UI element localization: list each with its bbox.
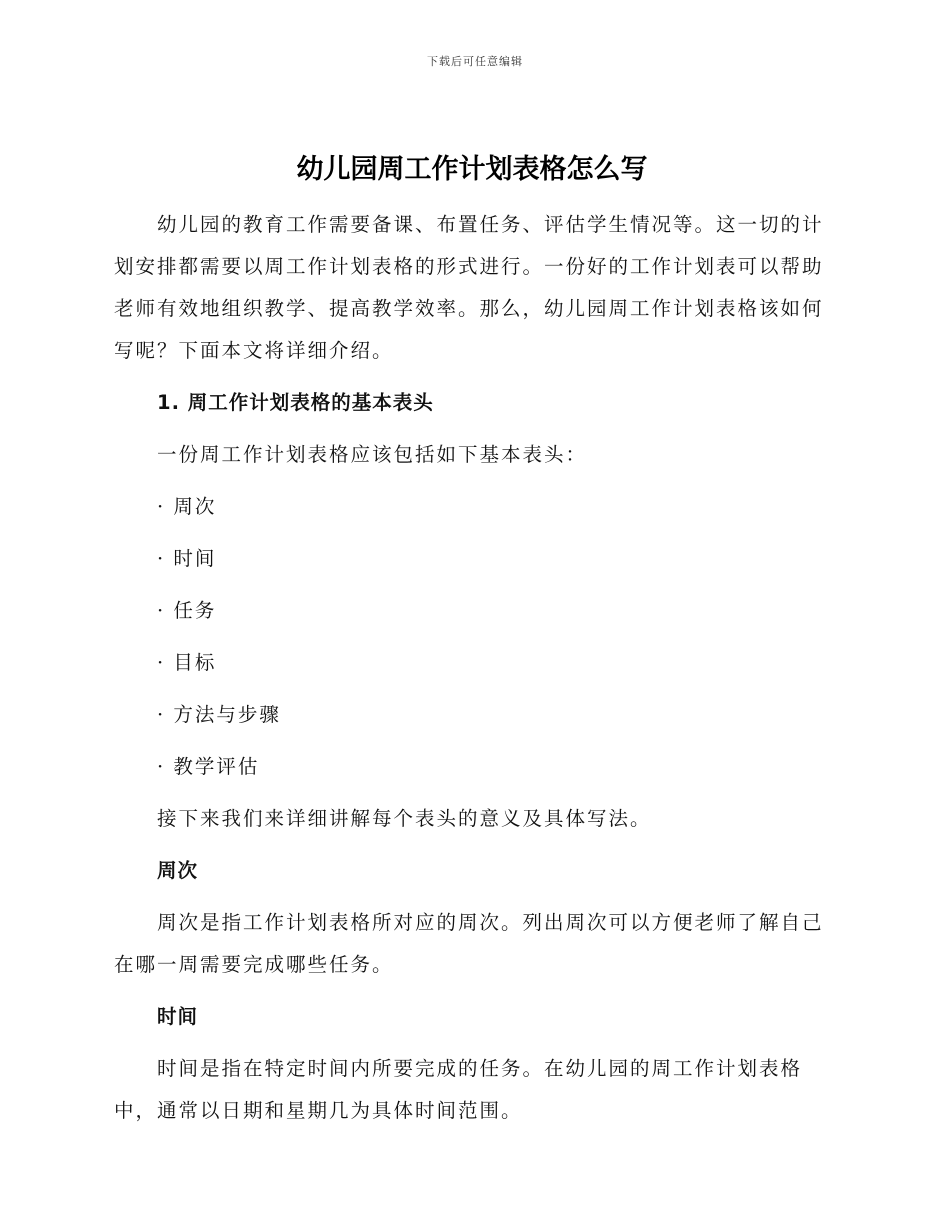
section-lead-paragraph: 一份周工作计划表格应该包括如下基本表头： <box>157 443 588 466</box>
bullet-item-time: · 时间 <box>157 547 217 570</box>
subheading-time: 时间 <box>157 1005 199 1028</box>
time-body-paragraph: 时间是指在特定时间内所要完成的任务。在幼儿园的周工作计划表格中，通常以日期和星期几为具体时间范围。 <box>114 1057 803 1122</box>
bullet-item-week: · 周次 <box>157 495 217 518</box>
week-body-paragraph: 周次是指工作计划表格所对应的周次。列出周次可以方便老师了解自己在哪一周需要完成哪些任务。 <box>114 911 824 976</box>
page-header-note: 下载后可任意编辑 <box>427 55 523 68</box>
transition-paragraph: 接下来我们来详细讲解每个表头的意义及具体写法。 <box>157 807 652 830</box>
bullet-item-evaluation: · 教学评估 <box>157 755 260 778</box>
intro-paragraph: 幼儿园的教育工作需要备课、布置任务、评估学生情况等。这一切的计划安排都需要以周工作计划表格的形式进行。一份好的工作计划表可以帮助老师有效地组织教学、提高教学效率。那么，幼儿园周工作计划表格该如何写呢？下面本文将详细介绍。 <box>114 213 824 362</box>
bullet-item-goal: · 目标 <box>157 651 217 674</box>
bullet-item-task: · 任务 <box>157 599 217 622</box>
bullet-item-method: · 方法与步骤 <box>157 703 281 726</box>
document-body <box>114 150 830 1132</box>
section-heading-basic-headers: 1. 周工作计划表格的基本表头 <box>157 391 434 414</box>
subheading-week: 周次 <box>157 859 199 882</box>
document-title: 幼儿园周工作计划表格怎么写 <box>296 154 648 185</box>
